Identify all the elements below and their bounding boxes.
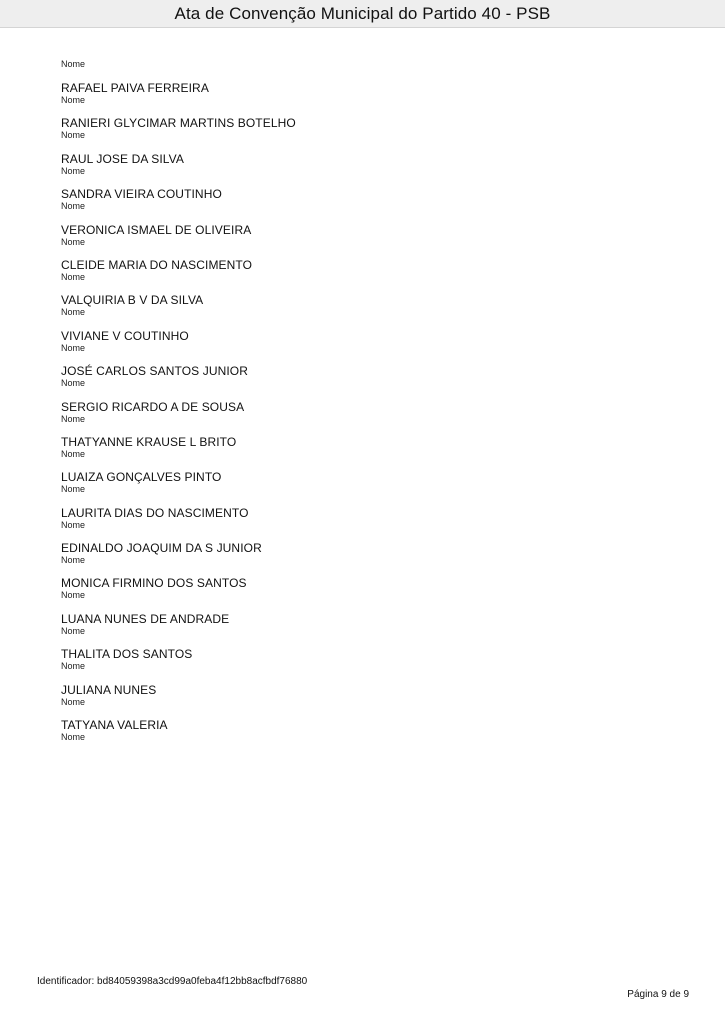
page-number: Página 9 de 9: [627, 989, 689, 1000]
member-name: MONICA FIRMINO DOS SANTOS: [61, 576, 247, 591]
list-item: [61, 116, 661, 151]
list-item: [61, 364, 661, 399]
field-label: Nome: [61, 696, 86, 707]
field-label: Nome: [61, 484, 86, 495]
member-name: TATYANA VALERIA: [61, 718, 168, 733]
member-name: EDINALDO JOAQUIM DA S JUNIOR: [61, 541, 262, 556]
member-name: VIVIANE V COUTINHO: [61, 328, 189, 343]
list-item: [61, 223, 661, 258]
list-item: [61, 541, 661, 576]
member-name: THATYANNE KRAUSE L BRITO: [61, 434, 237, 449]
list-item: [61, 576, 661, 611]
field-label: Nome: [61, 519, 86, 530]
list-item: [61, 258, 661, 293]
field-label: Nome: [61, 732, 86, 743]
list-item: [61, 718, 661, 753]
member-name: SANDRA VIEIRA COUTINHO: [61, 187, 222, 202]
field-label: Nome: [61, 271, 86, 282]
list-item: [61, 400, 661, 435]
member-name: RAUL JOSE DA SILVA: [61, 151, 184, 166]
member-name: LUANA NUNES DE ANDRADE: [61, 611, 230, 626]
field-label: Nome: [61, 378, 86, 389]
field-label: Nome: [61, 555, 86, 566]
member-name: LAURITA DIAS DO NASCIMENTO: [61, 505, 249, 520]
field-label: Nome: [61, 342, 86, 353]
field-label: Nome: [61, 448, 86, 459]
list-item: [61, 329, 661, 364]
page-header: [0, 0, 725, 28]
member-name: VALQUIRIA B V DA SILVA: [61, 293, 204, 308]
list-item: [61, 187, 661, 222]
field-label: Nome: [61, 590, 86, 601]
list-item: [61, 293, 661, 328]
list-item: [61, 152, 661, 187]
member-name: CLEIDE MARIA DO NASCIMENTO: [61, 257, 253, 272]
member-name: SERGIO RICARDO A DE SOUSA: [61, 399, 245, 414]
field-label: Nome: [61, 201, 86, 212]
list-item: [61, 647, 661, 682]
list-item: [61, 81, 661, 116]
field-label: Nome: [61, 625, 86, 636]
list-item: [61, 470, 661, 505]
member-name: JOSÉ CARLOS SANTOS JUNIOR: [61, 364, 248, 379]
field-label: Nome: [61, 413, 86, 424]
list-item: [61, 435, 661, 470]
member-name: LUAIZA GONÇALVES PINTO: [61, 470, 222, 485]
field-label: Nome: [61, 59, 86, 69]
member-name: VERONICA ISMAEL DE OLIVEIRA: [61, 222, 252, 237]
field-label: Nome: [61, 165, 86, 176]
member-name: RANIERI GLYCIMAR MARTINS BOTELHO: [61, 116, 296, 131]
field-label: Nome: [61, 95, 86, 105]
list-item: [61, 683, 661, 718]
list-item: [61, 612, 661, 647]
member-name: THALITA DOS SANTOS: [61, 647, 193, 662]
document-identifier: Identificador: bd84059398a3cd99a0feba4f12bb8acfbdf76880: [37, 976, 308, 987]
document-title: Ata de Convenção Municipal do Partido 40 - PSB: [174, 3, 551, 23]
list-item: [61, 506, 661, 541]
field-label: Nome: [61, 130, 86, 141]
field-label: Nome: [61, 307, 86, 318]
member-name: RAFAEL PAIVA FERREIRA: [61, 81, 209, 95]
member-name: JULIANA NUNES: [61, 682, 157, 697]
field-label: Nome: [61, 236, 86, 247]
member-list: [61, 58, 661, 753]
field-label: Nome: [61, 661, 86, 672]
